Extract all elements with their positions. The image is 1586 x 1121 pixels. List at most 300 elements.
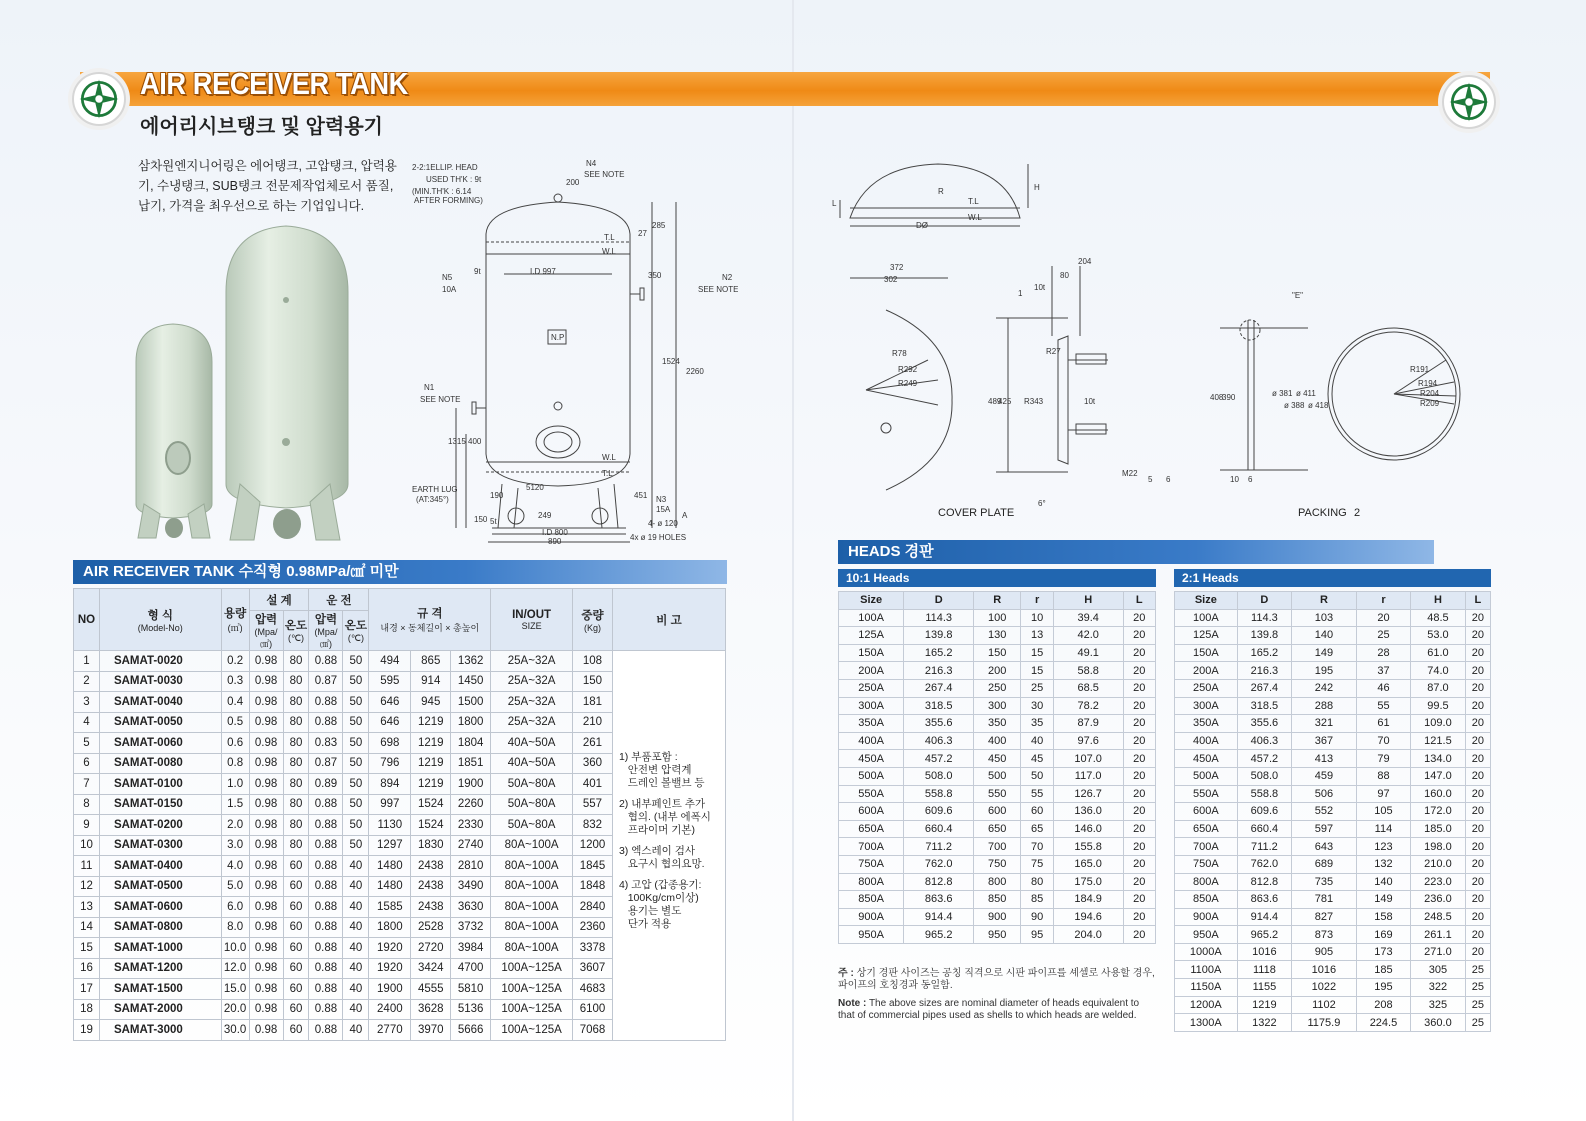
heads-row: [1175, 609, 1491, 627]
heads-cell: 762.0: [904, 855, 974, 873]
circle-2: 2: [1354, 507, 1361, 519]
heads-cell: 95: [1021, 926, 1053, 944]
table-cell: 0.98: [249, 917, 283, 938]
table-cell: 0.2: [221, 651, 249, 672]
table-cell: 2400: [369, 999, 411, 1020]
table-cell: 40: [343, 897, 369, 918]
heads-cell: 173: [1356, 943, 1410, 961]
heads-header-cell: L: [1465, 592, 1490, 610]
company-logo-left: [72, 72, 126, 126]
heads-cell: 950A: [1175, 926, 1238, 944]
heads-header-cell: L: [1123, 592, 1155, 610]
heads-row: [839, 750, 1156, 768]
heads-row: [1175, 662, 1491, 680]
heads-cell: 1022: [1292, 979, 1357, 997]
table-cell: 1500: [451, 692, 491, 713]
th-model-sub: (Model-No): [137, 622, 183, 633]
heads-cell: 158: [1356, 908, 1410, 926]
table-cell: 25A~32A: [491, 712, 573, 733]
heads-cell: 194.6: [1053, 908, 1123, 926]
heads-row: [839, 926, 1156, 944]
heads-cell: 140: [1356, 873, 1410, 891]
table-cell: 3424: [411, 958, 451, 979]
heads-row: [839, 609, 1156, 627]
min-thk-label: (MIN.TH'K : 6.14: [412, 187, 472, 196]
heads-cell: 200A: [839, 662, 904, 680]
heads-cell: 914.4: [1237, 908, 1291, 926]
heads-cell: 20: [1123, 891, 1155, 909]
heads-cell: 650: [974, 820, 1021, 838]
table-cell: 5136: [451, 999, 491, 1020]
heads-cell: 20: [1123, 715, 1155, 733]
th-dt-label: 온도: [284, 620, 308, 632]
table-cell: 15: [74, 938, 100, 959]
table-cell: 40: [343, 856, 369, 877]
heads-10-1-table: [838, 591, 1156, 944]
heads-cell: 185: [1356, 961, 1410, 979]
table-cell: 3630: [451, 897, 491, 918]
heads-row: [1175, 961, 1491, 979]
table-cell: 646: [369, 712, 411, 733]
r194: R194: [1418, 379, 1438, 388]
heads-cell: 20: [1123, 785, 1155, 803]
heads-cell: 175.0: [1053, 873, 1123, 891]
heads-cell: 700: [974, 838, 1021, 856]
heads-cell: 750A: [1175, 855, 1238, 873]
heads-row: [839, 715, 1156, 733]
heads-cell: 140: [1292, 627, 1357, 645]
heads-cell: 800A: [839, 873, 904, 891]
heads-cell: 149: [1292, 644, 1357, 662]
table-cell: 80A~100A: [491, 938, 573, 959]
heads-row: [839, 697, 1156, 715]
heads-cell: 20: [1465, 697, 1490, 715]
table-cell: 40A~50A: [491, 753, 573, 774]
table-cell: 0.4: [221, 692, 249, 713]
heads-cell: 288: [1292, 697, 1357, 715]
th-model-label: 형 식: [147, 609, 173, 622]
table-cell: 1450: [451, 671, 491, 692]
heads-cell: 609.6: [904, 803, 974, 821]
heads-cell: 99.5: [1411, 697, 1465, 715]
table-cell: SAMAT-1000: [99, 938, 221, 959]
table-cell: 13: [74, 897, 100, 918]
heads-cell: 20: [1465, 679, 1490, 697]
th-spec: [369, 589, 491, 651]
page-title: AIR RECEIVER TANK: [140, 66, 408, 101]
th-weight-label: 중량: [581, 609, 604, 622]
table-cell: 0.98: [249, 815, 283, 836]
heads-cell: 20: [1465, 732, 1490, 750]
heads-cell: 261.1: [1411, 926, 1465, 944]
heads-cell: 75: [1021, 855, 1053, 873]
table-cell: 50A~80A: [491, 815, 573, 836]
heads-cell: 20: [1123, 732, 1155, 750]
heads-cell: 100A: [1175, 609, 1238, 627]
dim-1315: 1315: [448, 437, 466, 446]
table-cell: 50: [343, 692, 369, 713]
heads-cell: 150A: [1175, 644, 1238, 662]
dim-489: 489: [988, 397, 1002, 406]
table-cell: 108: [573, 651, 613, 672]
heads-cell: 322: [1411, 979, 1465, 997]
table-cell: SAMAT-0080: [99, 753, 221, 774]
table-cell: 80: [283, 692, 309, 713]
heads-cell: 100A: [839, 609, 904, 627]
heads-cell: 80: [1021, 873, 1053, 891]
angle-6: 6°: [1038, 499, 1046, 508]
th-ot-unit: (℃): [347, 633, 364, 643]
heads-header-cell: Size: [1175, 592, 1238, 610]
heads-row: [1175, 943, 1491, 961]
heads-cell: 224.5: [1356, 1014, 1410, 1032]
head-tl: T.L: [968, 197, 979, 206]
table-cell: 796: [369, 753, 411, 774]
wl-bottom: W.L: [602, 453, 616, 462]
heads-cell: 79: [1356, 750, 1410, 768]
heads-cell: 250: [974, 679, 1021, 697]
heads-cell: 750A: [839, 855, 904, 873]
heads-cell: 20: [1465, 803, 1490, 821]
dim-890: 890: [548, 537, 562, 546]
r292: R292: [898, 365, 918, 374]
heads-cell: 123: [1356, 838, 1410, 856]
heads-cell: 172.0: [1411, 803, 1465, 821]
heads-cell: 900A: [839, 908, 904, 926]
id-997: I.D 997: [530, 267, 556, 276]
after-forming-label: AFTER FORMING): [414, 196, 483, 205]
table-cell: 50: [343, 671, 369, 692]
heads-cell: 39.4: [1053, 609, 1123, 627]
air-receiver-table: [73, 588, 726, 1041]
heads-cell: 139.8: [1237, 627, 1291, 645]
table-cell: 80: [283, 651, 309, 672]
dim-400: 400: [468, 437, 482, 446]
table-cell: 0.5: [221, 712, 249, 733]
heads-cell: 20: [1465, 943, 1490, 961]
heads-cell: 20: [1123, 926, 1155, 944]
heads-cell: 37: [1356, 662, 1410, 680]
table-cell: 0.88: [309, 938, 343, 959]
heads-cell: 900: [974, 908, 1021, 926]
heads-cell: 20: [1465, 838, 1490, 856]
heads-cell: 1219: [1237, 996, 1291, 1014]
remark-note: 2) 내부페인트 추가 협의. (내부 에폭시 프라이머 기본): [618, 798, 711, 837]
table-cell: 646: [369, 692, 411, 713]
table-cell: 80: [283, 794, 309, 815]
remark-note: 1) 부품포함 : 안전변 압력계 드레인 볼밸브 등: [618, 751, 705, 790]
table-cell: 11: [74, 856, 100, 877]
heads-cell: 105: [1356, 803, 1410, 821]
table-cell: 100A~125A: [491, 1020, 573, 1041]
n4-label: N4: [586, 159, 597, 168]
heads-cell: 550: [974, 785, 1021, 803]
heads-cell: 350A: [1175, 715, 1238, 733]
table-cell: 0.98: [249, 958, 283, 979]
heads-cell: 735: [1292, 873, 1357, 891]
heads-cell: 20: [1465, 662, 1490, 680]
heads-cell: 35: [1021, 715, 1053, 733]
intro-text: 삼차원엔지니어링은 에어탱크, 고압탱크, 압력용기, 수냉탱크, SUB탱크 전문제작업체로서 품질, 납기, 가격을 최우선으로 하는 기업입니다.: [138, 159, 397, 213]
heads-cell: 195: [1356, 979, 1410, 997]
table-cell: 1480: [369, 856, 411, 877]
heads-cell: 42.0: [1053, 627, 1123, 645]
heads-cell: 459: [1292, 767, 1357, 785]
table-cell: 1848: [573, 876, 613, 897]
e-mark: "E": [1292, 291, 1304, 300]
table-cell: SAMAT-0200: [99, 815, 221, 836]
table-cell: 3: [74, 692, 100, 713]
heads-cell: 10: [1021, 609, 1053, 627]
th-remarks: 비 고: [612, 589, 725, 651]
table-cell: 50: [343, 753, 369, 774]
table-cell: 40: [343, 999, 369, 1020]
table-cell: 80: [283, 815, 309, 836]
heads-cell: 53.0: [1411, 627, 1465, 645]
heads-cell: 85: [1021, 891, 1053, 909]
th-op-pressure: [309, 611, 343, 651]
heads-cell: 236.0: [1411, 891, 1465, 909]
table-cell: 50: [343, 712, 369, 733]
table-cell: 80: [283, 753, 309, 774]
heads-cell: 267.4: [904, 679, 974, 697]
r343: R343: [1024, 397, 1044, 406]
table-cell: 3.0: [221, 835, 249, 856]
heads-cell: 367: [1292, 732, 1357, 750]
heads-cell: 650A: [1175, 820, 1238, 838]
dim-411: ø 411: [1296, 389, 1316, 398]
table-cell: 6: [74, 753, 100, 774]
heads-cell: 20: [1465, 644, 1490, 662]
dim-350: 350: [648, 271, 662, 280]
dim-451: 451: [634, 491, 648, 500]
heads-cell: 45: [1021, 750, 1053, 768]
table-cell: 40: [343, 876, 369, 897]
table-cell: 50A~80A: [491, 794, 573, 815]
heads-cell: 165.0: [1053, 855, 1123, 873]
heads-cell: 250A: [839, 679, 904, 697]
dim-390: 390: [1222, 393, 1236, 402]
table-cell: 0.88: [309, 876, 343, 897]
th-volume-unit: (㎥): [227, 623, 243, 633]
heads-cell: 508.0: [1237, 767, 1291, 785]
n2-label: N2: [722, 273, 733, 282]
th-dp-label: 압력: [254, 614, 278, 626]
heads-cell: 1016: [1292, 961, 1357, 979]
heads-cell: 109.0: [1411, 715, 1465, 733]
table-cell: 698: [369, 733, 411, 754]
heads-cell: 114.3: [1237, 609, 1291, 627]
table-cell: 0.3: [221, 671, 249, 692]
heads-cell: 450A: [1175, 750, 1238, 768]
heads-cell: 950A: [839, 926, 904, 944]
heads-cell: 500A: [1175, 767, 1238, 785]
wl-top: W.L: [602, 247, 616, 256]
heads-cell: 20: [1123, 627, 1155, 645]
packing-label: PACKING: [1298, 507, 1347, 519]
th-dp-unit: (Mpa/㎠): [254, 627, 278, 649]
tl-top: T.L: [604, 233, 615, 242]
heads-row: [839, 908, 1156, 926]
heads-cell: 1118: [1237, 961, 1291, 979]
heads-cell: 600A: [839, 803, 904, 821]
table-cell: 4555: [411, 979, 451, 1000]
heads-row: [1175, 697, 1491, 715]
heads-cell: 147.0: [1411, 767, 1465, 785]
heads-cell: 550A: [839, 785, 904, 803]
heads-cell: 20: [1123, 662, 1155, 680]
heads-cell: 126.7: [1053, 785, 1123, 803]
heads-cell: 150: [974, 644, 1021, 662]
circle-6: 6: [1166, 475, 1171, 484]
heads-cell: 300A: [839, 697, 904, 715]
table-cell: 1900: [369, 979, 411, 1000]
table-cell: 4.0: [221, 856, 249, 877]
heads-cell: 87.9: [1053, 715, 1123, 733]
table-row: [74, 651, 726, 672]
table-cell: SAMAT-0040: [99, 692, 221, 713]
table-cell: 40A~50A: [491, 733, 573, 754]
n3-size: 15A: [656, 505, 671, 514]
heads-cell: 165.2: [1237, 644, 1291, 662]
heads-cell: 950: [974, 926, 1021, 944]
heads-cell: 50: [1021, 767, 1053, 785]
table-cell: 1297: [369, 835, 411, 856]
n1-note: SEE NOTE: [420, 395, 461, 404]
heads-cell: 750: [974, 855, 1021, 873]
heads-row: [1175, 926, 1491, 944]
heads-cell: 267.4: [1237, 679, 1291, 697]
heads-cell: 1000A: [1175, 943, 1238, 961]
heads-cell: 643: [1292, 838, 1357, 856]
table-cell: 0.98: [249, 692, 283, 713]
table-cell: 3628: [411, 999, 451, 1020]
m22: M22: [1122, 469, 1138, 478]
heads-cell: 125A: [1175, 627, 1238, 645]
heads-cell: 78.2: [1053, 697, 1123, 715]
table-cell: 0.87: [309, 753, 343, 774]
heads-cell: 20: [1123, 644, 1155, 662]
heads-cell: 25: [1356, 627, 1410, 645]
table-cell: 2260: [451, 794, 491, 815]
table-cell: 2770: [369, 1020, 411, 1041]
heads-cell: 500A: [839, 767, 904, 785]
table-cell: 0.8: [221, 753, 249, 774]
heads-row: [1175, 979, 1491, 997]
table-cell: 2438: [411, 897, 451, 918]
table-cell: 100A~125A: [491, 999, 573, 1020]
table-cell: 0.88: [309, 794, 343, 815]
heads-cell: 61.0: [1411, 644, 1465, 662]
dim-408: 408: [1210, 393, 1224, 402]
heads-row: [839, 785, 1156, 803]
earth-lug-label: EARTH LUG: [412, 485, 458, 494]
heads-cell: 160.0: [1411, 785, 1465, 803]
heads-cell: 965.2: [1237, 926, 1291, 944]
heads-cell: 97.6: [1053, 732, 1123, 750]
dim-204: 204: [1078, 257, 1092, 266]
heads-cell: 812.8: [904, 873, 974, 891]
heads-cell: 70: [1021, 838, 1053, 856]
id-800: I.D 800: [542, 528, 568, 537]
page-fold: [792, 0, 794, 1121]
heads-cell: 114.3: [904, 609, 974, 627]
heads-row: [1175, 627, 1491, 645]
table-cell: 10: [74, 835, 100, 856]
heads-cell: 20: [1123, 803, 1155, 821]
heads-cell: 350A: [839, 715, 904, 733]
table-cell: 2740: [451, 835, 491, 856]
th-spec-label: 규 격: [417, 608, 443, 620]
table-cell: 4683: [573, 979, 613, 1000]
table-cell: SAMAT-0030: [99, 671, 221, 692]
dim-27: 27: [638, 229, 647, 238]
table-cell: 50: [343, 733, 369, 754]
heads-10-1-title: 10:1 Heads: [838, 569, 1156, 587]
heads-row: [1175, 1014, 1491, 1032]
heads-cell: 198.0: [1411, 838, 1465, 856]
table-cell: 0.98: [249, 876, 283, 897]
holes-19: 4x ø 19 HOLES: [630, 533, 687, 542]
heads-row: [839, 838, 1156, 856]
heads-cell: 242: [1292, 679, 1357, 697]
a-mark: A: [682, 511, 688, 520]
heads-cell: 103: [1292, 609, 1357, 627]
heads-cell: 134.0: [1411, 750, 1465, 768]
heads-cell: 700A: [1175, 838, 1238, 856]
heads-row: [839, 679, 1156, 697]
table-cell: SAMAT-1500: [99, 979, 221, 1000]
table-cell: 1920: [369, 958, 411, 979]
heads-cell: 600A: [1175, 803, 1238, 821]
table-cell: 3970: [411, 1020, 451, 1041]
heads-cell: 136.0: [1053, 803, 1123, 821]
th-volume-label: 용량: [224, 608, 247, 620]
table-cell: 261: [573, 733, 613, 754]
table-cell: 595: [369, 671, 411, 692]
table-cell: 360: [573, 753, 613, 774]
heads-cell: 406.3: [1237, 732, 1291, 750]
used-thk-label: USED TH'K : 9t: [426, 175, 482, 184]
heads-cell: 121.5: [1411, 732, 1465, 750]
heads-cell: 321: [1292, 715, 1357, 733]
table-cell: 50: [343, 651, 369, 672]
heads-cell: 800A: [1175, 873, 1238, 891]
table-cell: 30.0: [221, 1020, 249, 1041]
table-cell: 1219: [411, 733, 451, 754]
heads-cell: 1300A: [1175, 1014, 1238, 1032]
heads-cell: 139.8: [904, 627, 974, 645]
table-cell: 1219: [411, 753, 451, 774]
table-cell: 80: [283, 835, 309, 856]
table-cell: 25A~32A: [491, 671, 573, 692]
table-cell: 2840: [573, 897, 613, 918]
table-cell: 0.98: [249, 651, 283, 672]
table-cell: 2810: [451, 856, 491, 877]
th-op-unit: (Mpa/㎠): [314, 627, 338, 649]
heads-cell: 781: [1292, 891, 1357, 909]
company-logo-right: [1442, 75, 1496, 129]
heads-cell: 25: [1465, 996, 1490, 1014]
table-cell: 557: [573, 794, 613, 815]
heads-cell: 74.0: [1411, 662, 1465, 680]
heads-cell: 1150A: [1175, 979, 1238, 997]
heads-header-cell: H: [1411, 592, 1465, 610]
note-kr-text: 상기 경판 사이즈는 공칭 직격으로 시판 파이프를 셰셀로 사용할 경우, 파이프의 호칭경과 동일함.: [838, 968, 1155, 991]
table-cell: SAMAT-0400: [99, 856, 221, 877]
heads-cell: 248.5: [1411, 908, 1465, 926]
heads-cell: 208: [1356, 996, 1410, 1014]
